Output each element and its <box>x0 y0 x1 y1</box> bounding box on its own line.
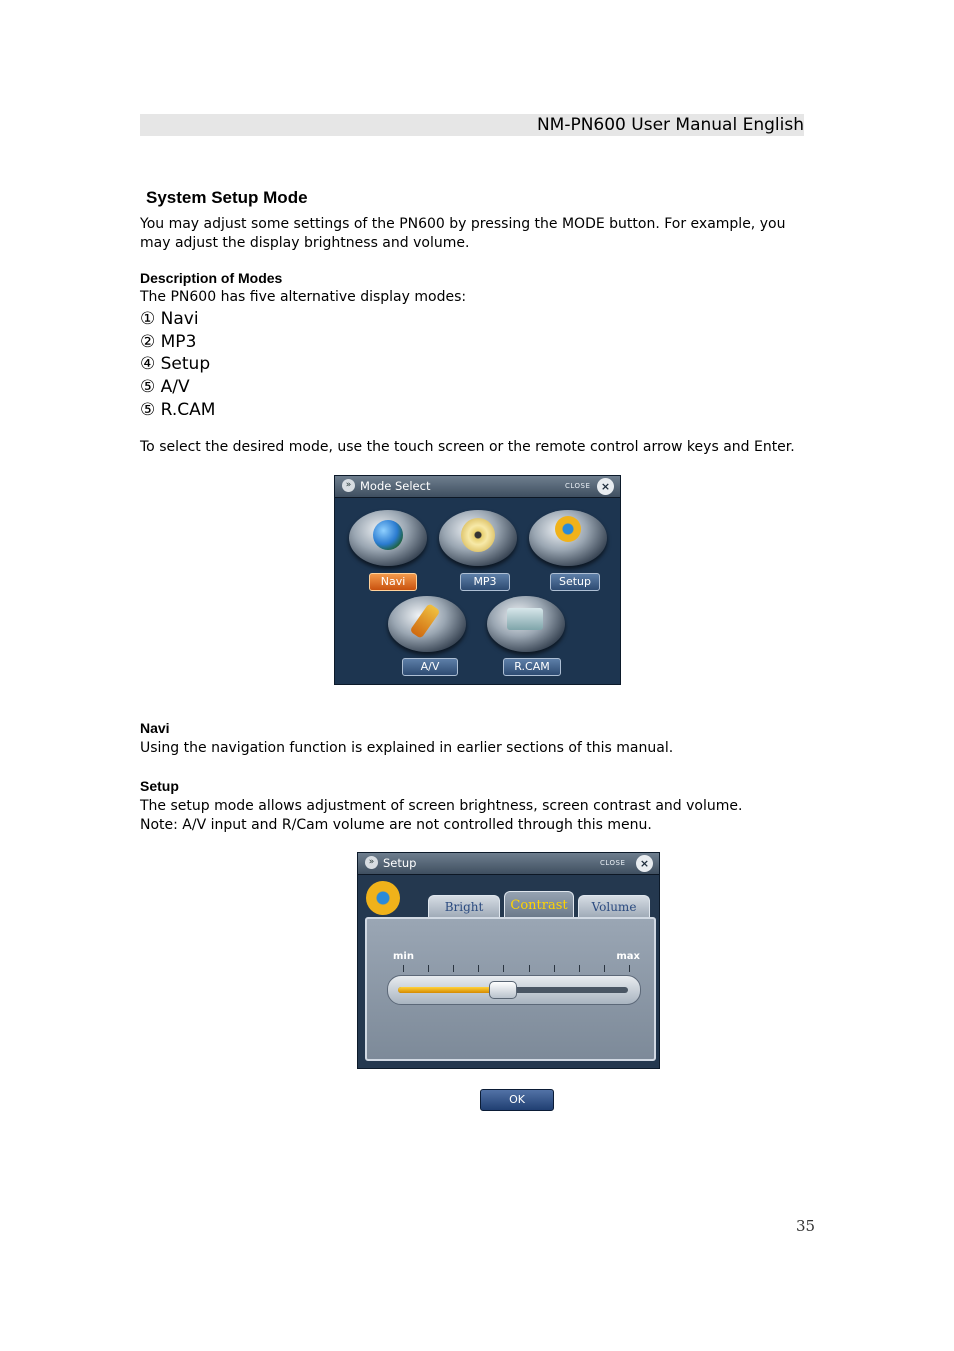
tick-mark <box>428 965 429 972</box>
setup-titlebar <box>358 853 659 875</box>
min-label: min <box>393 951 414 962</box>
tab-volume[interactable]: Volume <box>578 895 650 918</box>
slider-track <box>398 987 628 993</box>
tick-mark <box>503 965 504 972</box>
close-icon[interactable]: × <box>636 855 653 872</box>
mode-list-item: ⑤ R.CAM <box>140 399 216 420</box>
slider-track-frame <box>387 975 641 1005</box>
setup-screen <box>357 852 660 1106</box>
tick-mark <box>604 965 605 972</box>
modes-text: The PN600 has five alternative display modes: <box>140 289 467 305</box>
av-plug-icon[interactable] <box>388 596 466 652</box>
tick-mark <box>478 965 479 972</box>
setup-text-1: The setup mode allows adjustment of screen brightness, screen contrast and volume. <box>140 798 743 814</box>
mode-list <box>140 308 215 422</box>
tick-marks <box>403 965 629 973</box>
av-button[interactable]: A/V <box>402 658 458 676</box>
close-icon[interactable]: × <box>597 478 614 495</box>
tab-bright[interactable]: Bright <box>428 895 500 918</box>
mode-select-title: Mode Select <box>360 479 431 493</box>
tick-mark <box>403 965 404 972</box>
mode-list-item: ② MP3 <box>140 331 197 352</box>
tick-mark <box>629 965 630 972</box>
intro-line-2: may adjust the display brightness and volume. <box>140 235 470 251</box>
mode-select-titlebar <box>335 476 620 498</box>
mode-select-screen <box>334 475 621 685</box>
mode-list-item: ① Navi <box>140 309 199 329</box>
tab-contrast[interactable]: Contrast <box>504 891 574 918</box>
section-title: System Setup Mode <box>146 188 308 207</box>
setup-title: Setup <box>383 856 417 870</box>
gear-icon <box>366 881 400 915</box>
rcam-button[interactable]: R.CAM <box>503 658 561 676</box>
tick-mark <box>554 965 555 972</box>
navi-text: Using the navigation function is explained in earlier sections of this manual. <box>140 740 674 756</box>
mp3-button[interactable]: MP3 <box>460 573 510 591</box>
gear-icon[interactable] <box>529 510 607 566</box>
navi-button[interactable]: Navi <box>369 573 417 591</box>
mode-list-item: ⑤ A/V <box>140 377 190 398</box>
settings-panel <box>365 917 656 1106</box>
navi-heading: Navi <box>140 720 170 736</box>
setup-text-2: Note: A/V input and R/Cam volume are not controlled through this menu. <box>140 817 652 833</box>
page-number: 35 <box>796 1217 816 1235</box>
max-label: max <box>616 951 640 962</box>
mode-icon: » <box>342 479 355 492</box>
tick-mark <box>453 965 454 972</box>
close-label[interactable]: CLOSE <box>565 482 591 490</box>
tick-mark <box>579 965 580 972</box>
ok-button[interactable]: OK <box>480 1089 554 1111</box>
globe-satellite-icon[interactable] <box>349 510 427 566</box>
setup-heading: Setup <box>140 778 179 794</box>
cd-music-icon[interactable] <box>439 510 517 566</box>
camera-icon[interactable] <box>487 596 565 652</box>
running-header: NM-PN600 User Manual English <box>536 115 804 135</box>
select-instructions: To select the desired mode, use the touch screen or the remote control arrow keys and Enter. <box>140 439 795 455</box>
mode-list-item: ④ Setup <box>140 354 211 375</box>
tick-mark <box>529 965 530 972</box>
slider-thumb[interactable] <box>489 981 517 999</box>
modes-heading: Description of Modes <box>140 270 283 286</box>
setup-icon: » <box>365 856 378 869</box>
close-label[interactable]: CLOSE <box>600 859 626 867</box>
intro-line-1: You may adjust some settings of the PN600 by pressing the MODE button. For example, you <box>140 216 786 232</box>
slider-fill <box>398 987 502 993</box>
setup-button[interactable]: Setup <box>550 573 600 591</box>
